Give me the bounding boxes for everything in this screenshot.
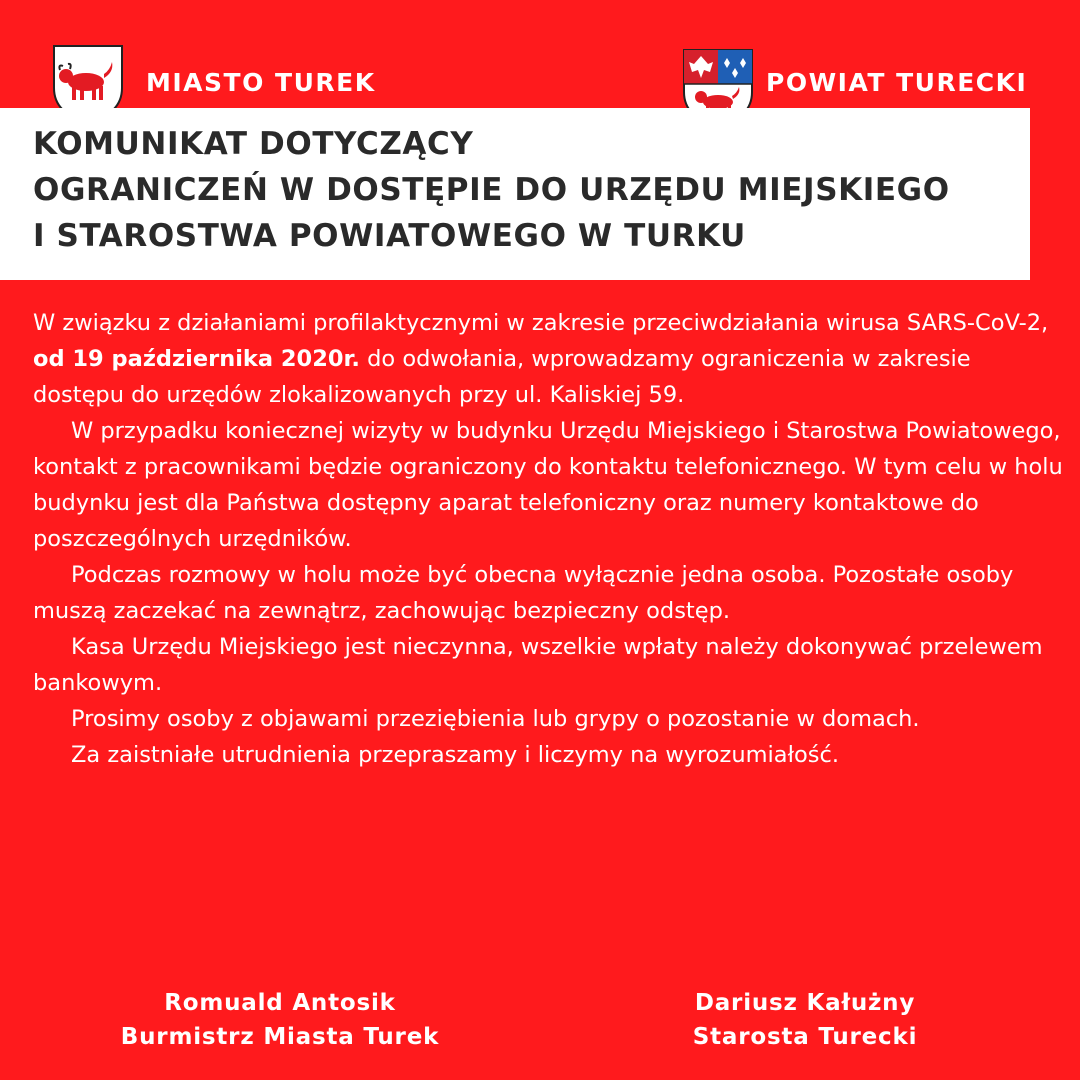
announcement-body — [33, 305, 1063, 773]
paragraph-5: Prosimy osoby z objawami przeziębienia lub grypy o pozostanie w domach. — [71, 706, 920, 732]
title-banner — [0, 108, 1030, 280]
mayor-name: Romuald Antosik — [164, 990, 396, 1016]
paragraph-1-end: do odwołania, wprowadzamy ograniczenia w zakresie dostępu do urzędów zlokalizowanych przy ul. Kaliskiej 59. — [33, 346, 971, 408]
starost-signature — [600, 986, 1010, 1054]
paragraph-1 — [33, 305, 1063, 413]
title-line-1: KOMUNIKAT DOTYCZĄCY — [33, 126, 474, 162]
starost-title: Starosta Turecki — [692, 1024, 918, 1050]
paragraph-2: W przypadku koniecznej wizyty w budynku Urzędu Miejskiego i Starostwa Powiatowego, kontakt z pracownikami będzie ograniczony do kontaktu telefonicznego. W tym celu w holu budynku jest dla Państwa dostępny aparat telefoniczny oraz numery kontaktowe do poszczególnych urzędników. — [33, 418, 1063, 552]
title-line-3: I STAROSTWA POWIATOWEGO W TURKU — [33, 218, 746, 254]
mayor-signature — [60, 986, 500, 1054]
effective-date: od 19 października 2020r. — [33, 346, 360, 372]
paragraph-4: Kasa Urzędu Miejskiego jest nieczynna, wszelkie wpłaty należy dokonywać przelewem bankowym. — [33, 634, 1043, 696]
title-line-2: OGRANICZEŃ W DOSTĘPIE DO URZĘDU MIEJSKIEGO — [33, 172, 950, 208]
city-label: MIASTO TUREK — [146, 68, 376, 97]
starost-name: Dariusz Kałużny — [694, 990, 916, 1016]
paragraph-1-start: W związku z działaniami profilaktycznymi w zakresie przeciwdziałania wirusa SARS-CoV-2, — [33, 310, 1049, 336]
paragraph-6: Za zaistniałe utrudnienia przepraszamy i liczymy na wyrozumiałość. — [71, 742, 839, 768]
mayor-title: Burmistrz Miasta Turek — [120, 1024, 440, 1050]
county-label: POWIAT TURECKI — [766, 68, 1028, 97]
paragraph-3: Podczas rozmowy w holu może być obecna wyłącznie jedna osoba. Pozostałe osoby muszą zaczekać na zewnątrz, zachowując bezpieczny odstęp. — [33, 562, 1014, 624]
